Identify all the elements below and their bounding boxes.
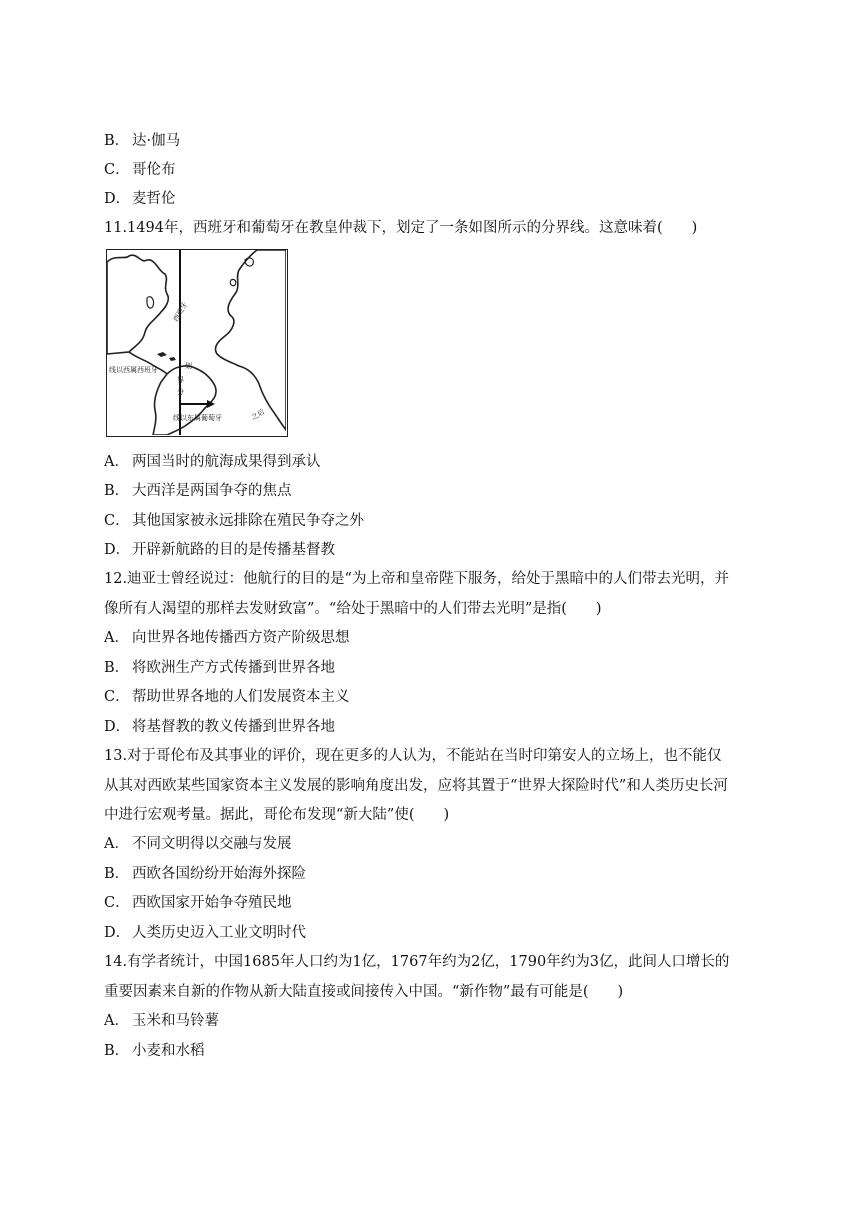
q10-option-d: D． 麦哲伦 xyxy=(104,191,176,207)
q10-option-b: B． 达·伽马 xyxy=(104,133,181,149)
map-label-mid1: 界 xyxy=(177,376,184,384)
map-label-east-right: 之后 xyxy=(250,407,267,422)
demarcation-map-figure xyxy=(106,249,288,437)
q14-stem-line-2: 重要因素来自新的作物从新大陆直接或间接传入中国。“新作物”最有可能是( ) xyxy=(104,984,624,1000)
q13-option-b: B． 西欧各国纷纷开始海外探险 xyxy=(104,866,306,882)
q13-stem-line-2: 从其对西欧某些国家资本主义发展的影响角度出发，应将其置于“世界大探险时代”和人类历史长河 xyxy=(104,778,728,794)
map-label-east: 线以东属葡萄牙 xyxy=(173,414,222,422)
q13-option-d: D． 人类历史迈入工业文明时代 xyxy=(104,925,306,941)
q12-stem-line-1: 12.迪亚士曾经说过：他航行的目的是“为上帝和皇帝陛下服务，给处于黑暗中的人们带去光明，并 xyxy=(104,571,729,587)
q10-option-c: C． 哥伦布 xyxy=(104,162,176,178)
q14-stem-line-1: 14.有学者统计，中国1685年人口约为1亿，1767年约为2亿，1790年约为3亿，此间人口增长的 xyxy=(104,954,730,970)
q11-option-b: B． 大西洋是两国争夺的焦点 xyxy=(104,483,292,499)
q11-option-d: D． 开辟新航路的目的是传播基督教 xyxy=(104,542,335,558)
q14-option-a: A． 玉米和马铃薯 xyxy=(104,1013,219,1029)
map-label-west-top: 西班牙 xyxy=(171,300,190,323)
q12-option-c: C． 帮助世界各地的人们发展资本主义 xyxy=(104,689,350,705)
map-label-west-right: 划 xyxy=(185,362,192,370)
q12-option-d: D． 将基督教的教义传播到世界各地 xyxy=(104,719,335,735)
q14-option-b: B． 小麦和水稻 xyxy=(104,1043,205,1059)
q11-option-c: C． 其他国家被永远排除在殖民争夺之外 xyxy=(104,513,364,529)
q12-stem-line-2: 像所有人渴望的那样去发财致富”。“给处于黑暗中的人们带去光明”是指( ) xyxy=(104,601,602,617)
world-map-demarcation-icon xyxy=(107,250,286,435)
q13-stem-line-1: 13.对于哥伦布及其事业的评价，现在更多的人认为，不能站在当时印第安人的立场上，也不能仅 xyxy=(104,748,722,764)
q13-stem-line-3: 中进行宏观考量。据此，哥伦布发现“新大陆”使( ) xyxy=(104,807,450,823)
q11-option-a: A． 两国当时的航海成果得到承认 xyxy=(104,454,321,470)
map-label-mid2: 分 xyxy=(177,388,184,396)
map-label-west: 线以西属西班牙 xyxy=(109,366,158,374)
q13-option-a: A． 不同文明得以交融与发展 xyxy=(104,836,292,852)
q12-option-a: A． 向世界各地传播西方资产阶级思想 xyxy=(104,630,350,646)
q12-option-b: B． 将欧洲生产方式传播到世界各地 xyxy=(104,660,335,676)
q13-option-c: C． 西欧国家开始争夺殖民地 xyxy=(104,895,292,911)
q11-stem: 11.1494年，西班牙和葡萄牙在教皇仲裁下，划定了一条如图所示的分界线。这意味着( ) xyxy=(104,220,698,236)
